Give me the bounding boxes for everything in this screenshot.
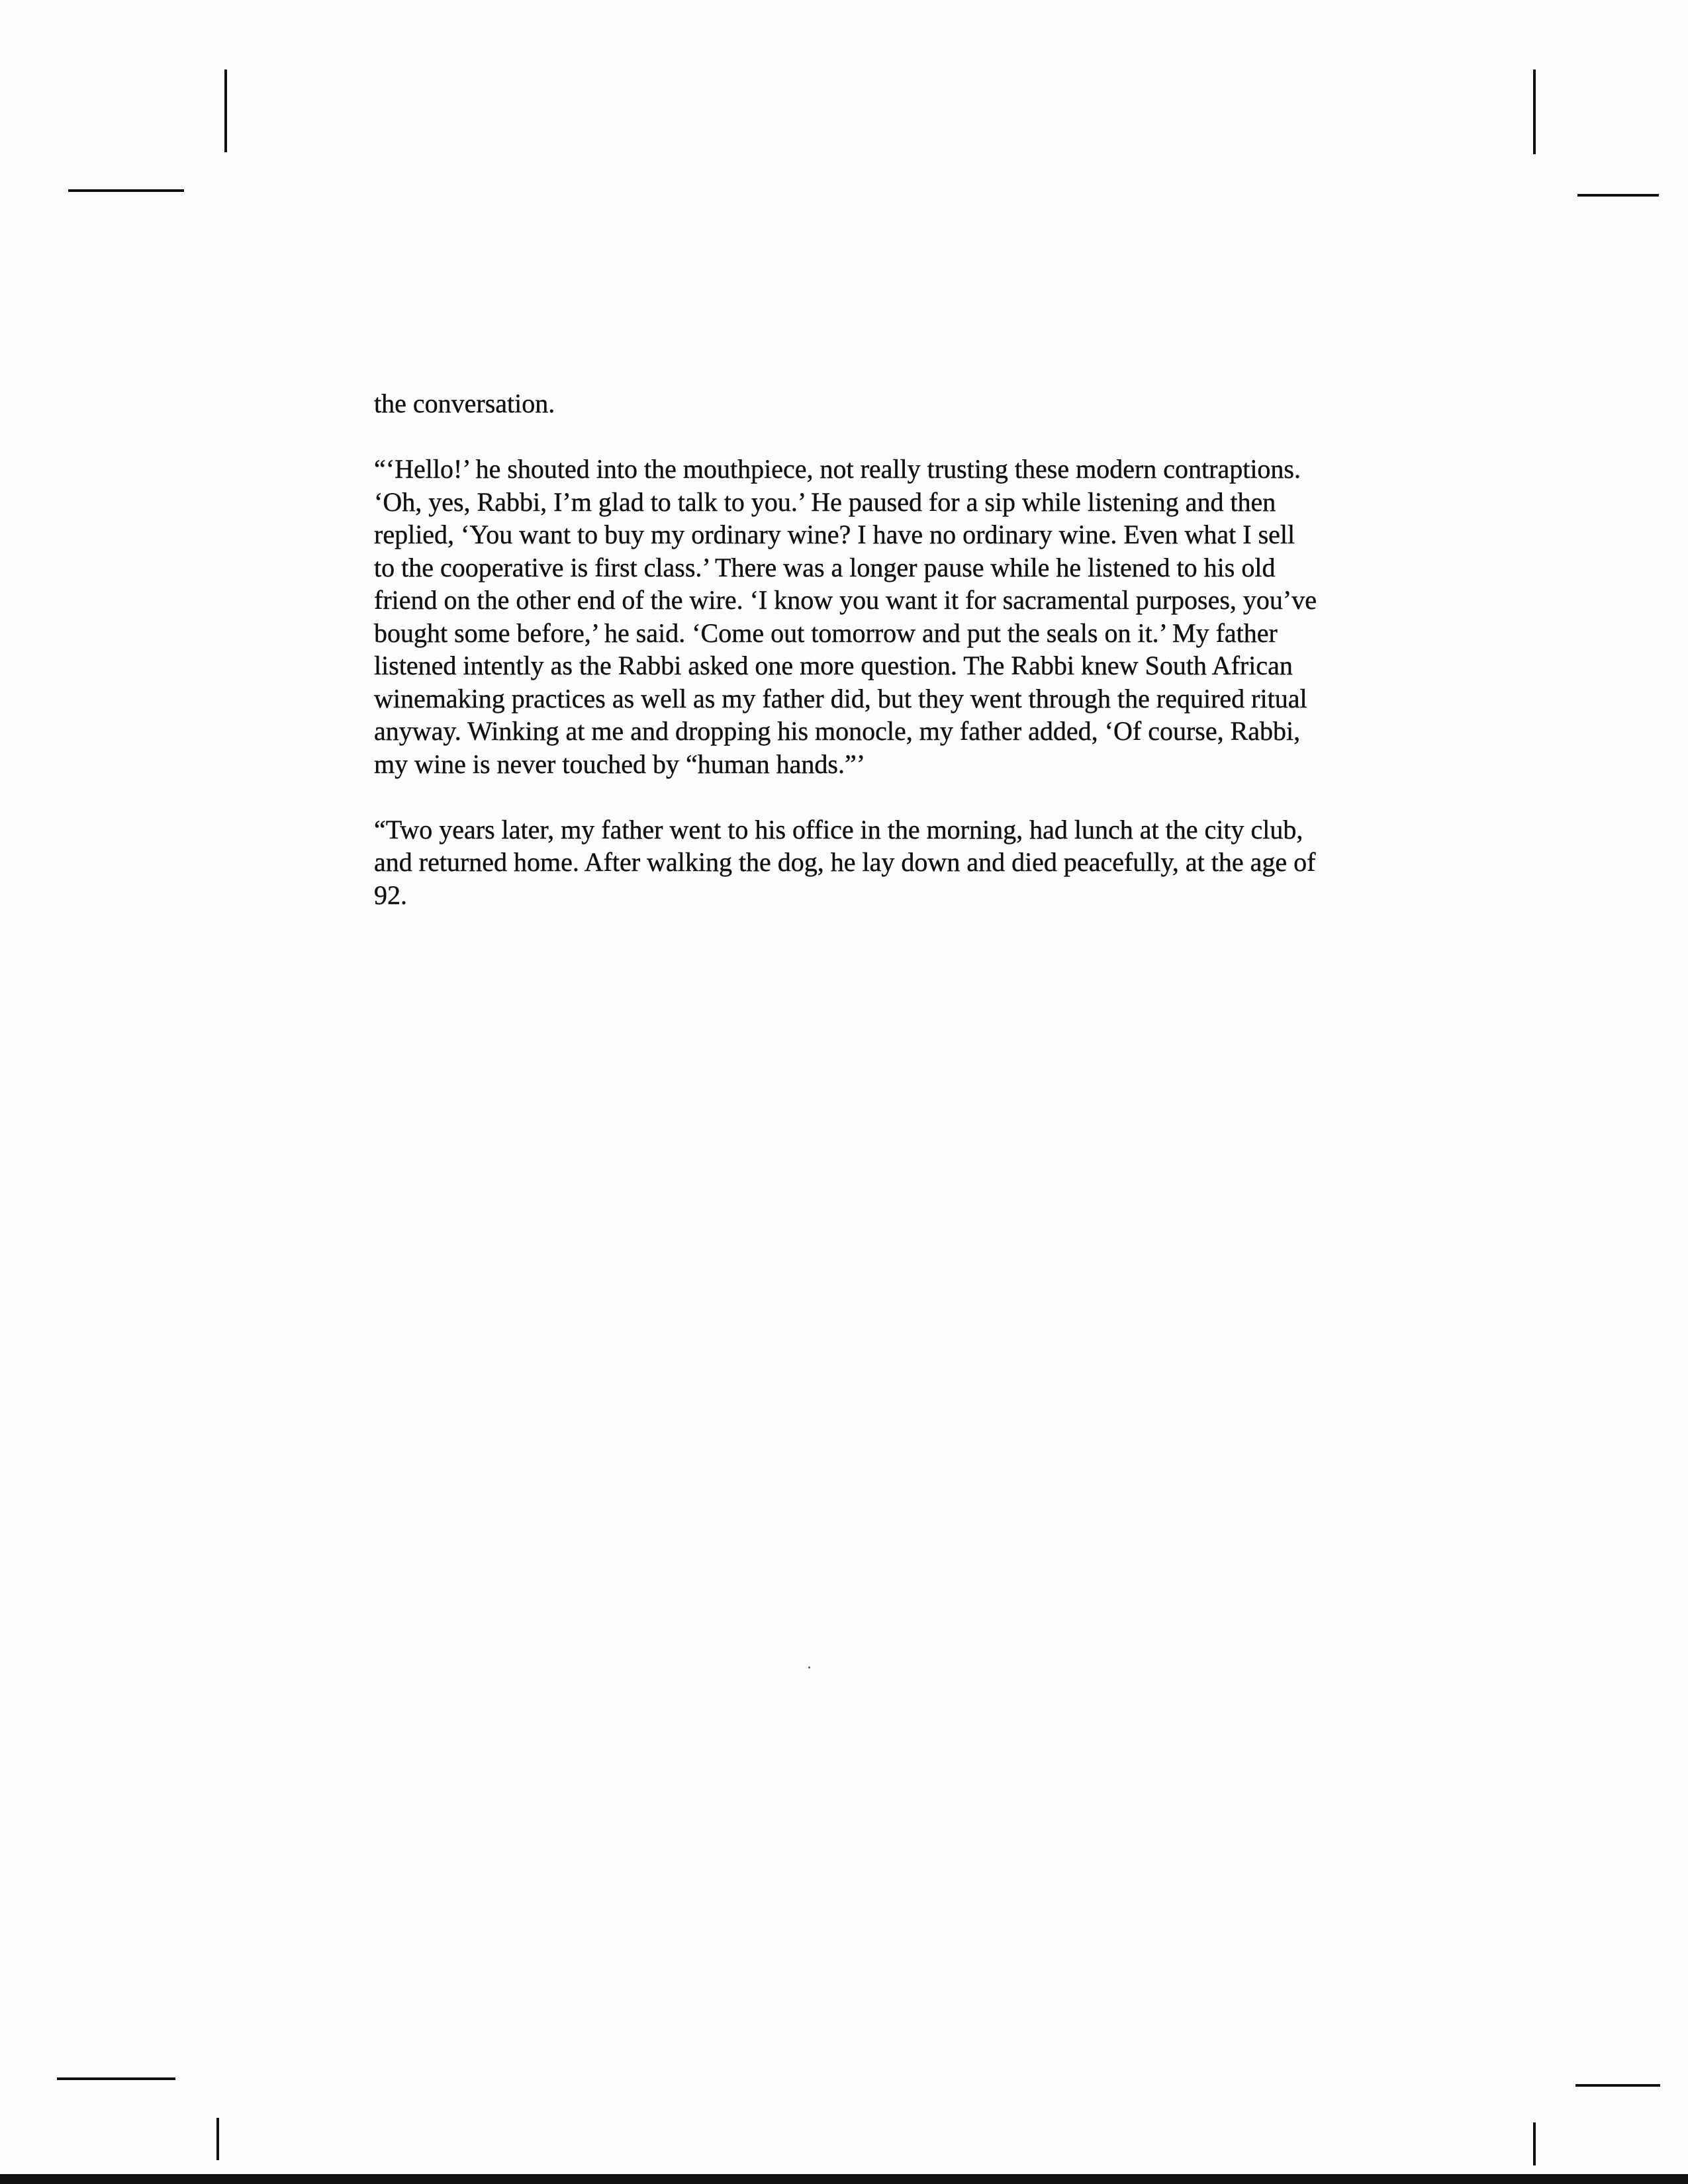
document-body (374, 387, 1397, 944)
text-line: anyway. Winking at me and dropping his monocle, my father added, ‘Of course, Rabbi, (374, 716, 1301, 746)
text-line: the conversation. (374, 388, 555, 418)
crop-mark-bottom-left-vertical (216, 2118, 219, 2160)
text-line: friend on the other end of the wire. ‘I know you want it for sacramental purposes, you’ve (374, 585, 1317, 615)
text-line: my wine is never touched by “human hands.”’ (374, 749, 866, 779)
text-line: replied, ‘You want to buy my ordinary wine? I have no ordinary wine. Even what I sell (374, 520, 1295, 549)
paragraph-3 (374, 813, 1397, 912)
scan-bottom-edge (0, 2174, 1688, 2184)
crop-mark-top-right-vertical (1533, 69, 1536, 154)
text-line: ‘Oh, yes, Rabbi, I’m glad to talk to you.’ He paused for a sip while listening and then (374, 486, 1276, 517)
text-line: bought some before,’ he said. ‘Come out tomorrow and put the seals on it.’ My father (374, 617, 1278, 648)
scan-speck (808, 1666, 810, 1668)
paragraph-1 (374, 387, 1397, 420)
text-line: 92. (374, 880, 407, 910)
crop-mark-top-left-vertical (224, 69, 227, 152)
text-line: “Two years later, my father went to his office in the morning, had lunch at the city club, (374, 814, 1303, 844)
text-line: “‘Hello!’ he shouted into the mouthpiece, not really trusting these modern contraptions. (374, 454, 1301, 484)
text-line: winemaking practices as well as my father did, but they went through the required ritual (374, 683, 1307, 713)
paragraph-2 (374, 453, 1397, 780)
text-line: listened intently as the Rabbi asked one more question. The Rabbi knew South African (374, 651, 1293, 680)
crop-mark-bottom-right-horizontal (1575, 2084, 1660, 2087)
text-line: to the cooperative is first class.’ There was a longer pause while he listened to his old (374, 552, 1276, 582)
crop-mark-bottom-right-vertical (1533, 2122, 1536, 2165)
crop-mark-top-right-horizontal (1577, 194, 1659, 197)
crop-mark-bottom-left-horizontal (57, 2077, 175, 2080)
text-line: and returned home. After walking the dog, he lay down and died peacefully, at the age of (374, 847, 1316, 877)
crop-mark-top-left-horizontal (68, 189, 184, 192)
